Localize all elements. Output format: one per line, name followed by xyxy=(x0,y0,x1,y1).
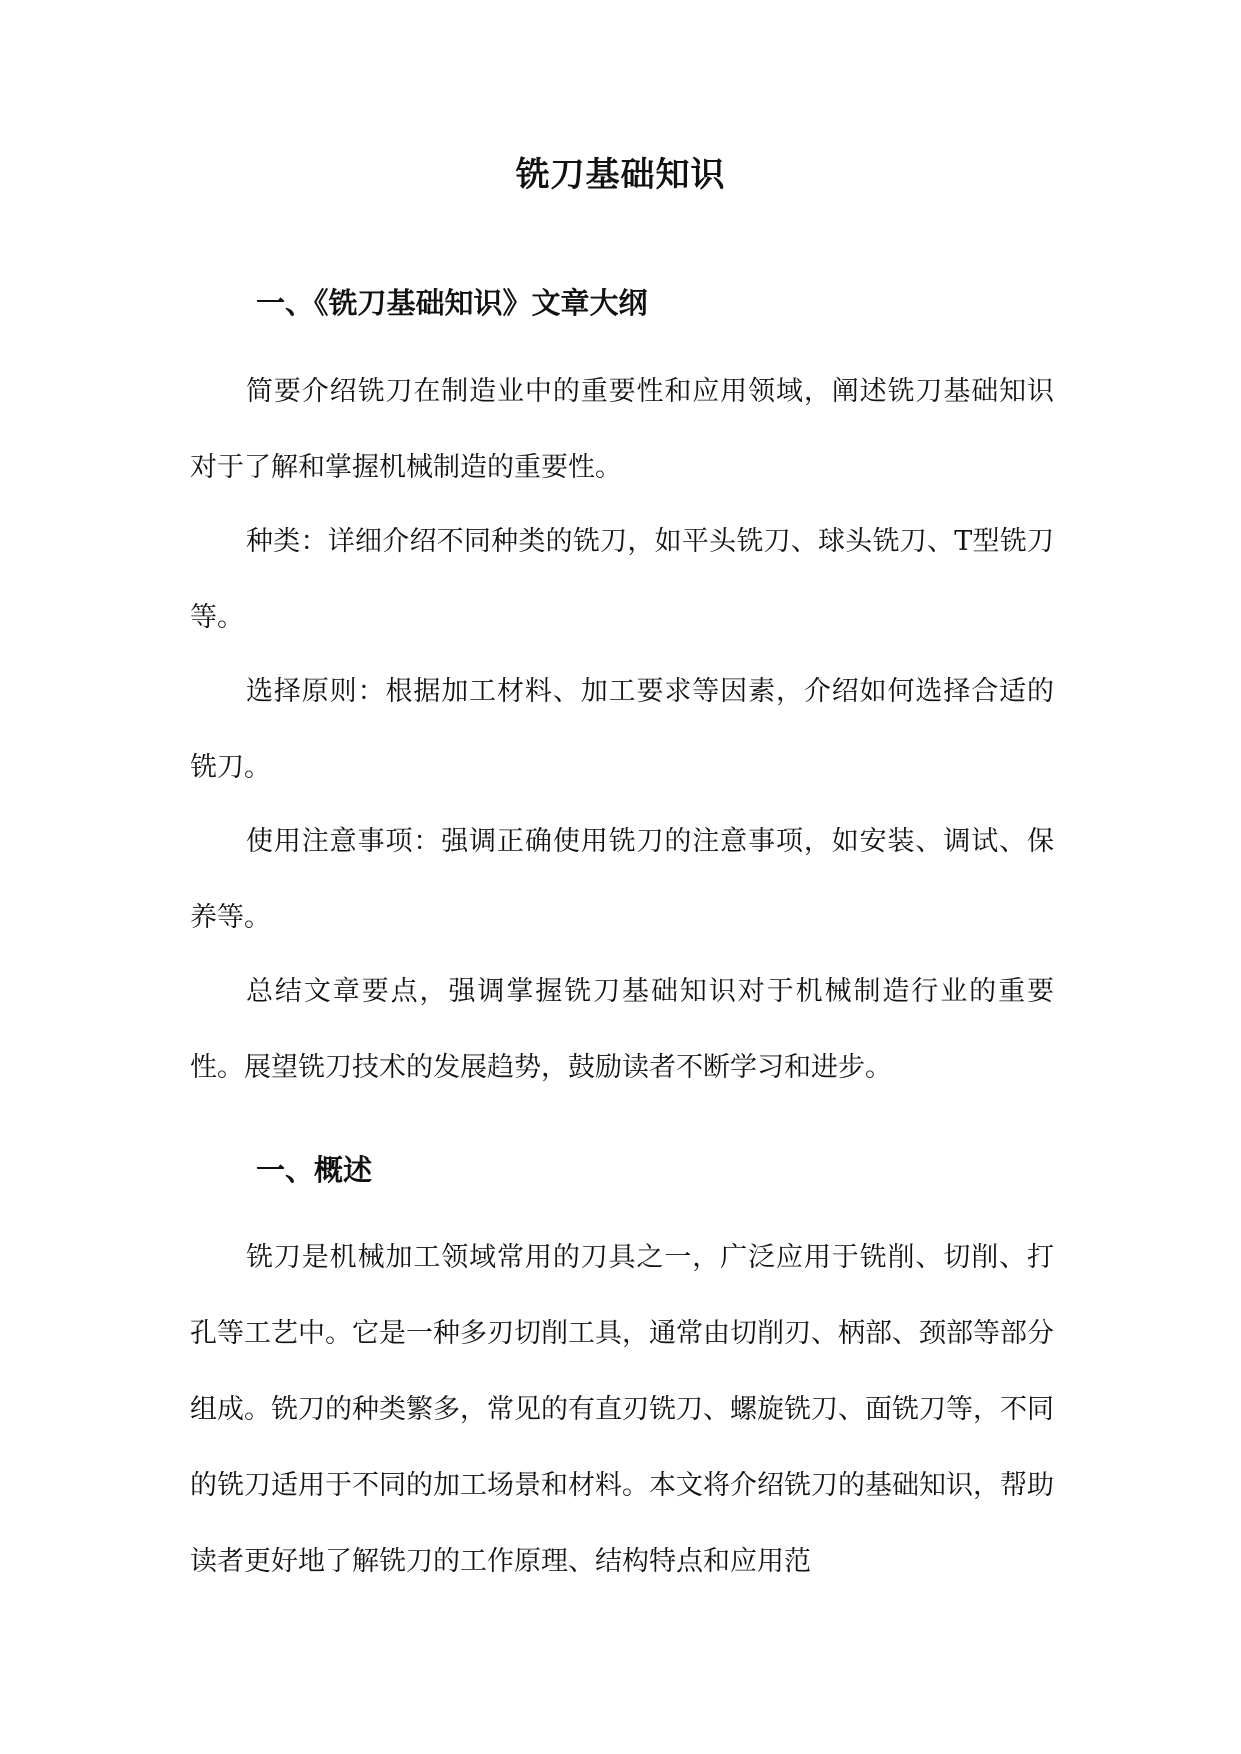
paragraph-types: 种类：详细介绍不同种类的铣刀，如平头铣刀、球头铣刀、T型铣刀等。 xyxy=(190,526,1054,633)
paragraph-usage-notes: 使用注意事项：强调正确使用铣刀的注意事项，如安装、调试、保养等。 xyxy=(190,826,1054,933)
paragraph-summary: 总结文章要点，强调掌握铣刀基础知识对于机械制造行业的重要性。展望铣刀技术的发展趋势，鼓励读者不断学习和进步。 xyxy=(190,976,1054,1083)
document-title: 铣刀基础知识 xyxy=(515,155,726,195)
section-heading-overview: 一、概述 xyxy=(256,1153,373,1187)
section-heading-outline: 一、《铣刀基础知识》文章大纲 xyxy=(256,286,648,320)
paragraph-selection: 选择原则：根据加工材料、加工要求等因素，介绍如何选择合适的铣刀。 xyxy=(190,676,1054,783)
paragraph-intro: 简要介绍铣刀在制造业中的重要性和应用领域，阐述铣刀基础知识对于了解和掌握机械制造的重要性。 xyxy=(190,376,1054,483)
paragraph-overview: 铣刀是机械加工领域常用的刀具之一，广泛应用于铣削、切削、打孔等工艺中。它是一种多刃切削工具，通常由切削刃、柄部、颈部等部分组成。铣刀的种类繁多，常见的有直刃铣刀、螺旋铣刀、面铣刀等，不同的铣刀适用于不同的加工场景和材料。本文将介绍铣刀的基础知识，帮助读者更好地了解铣刀的工作原理、结构特点和应用范 xyxy=(190,1242,1054,1577)
